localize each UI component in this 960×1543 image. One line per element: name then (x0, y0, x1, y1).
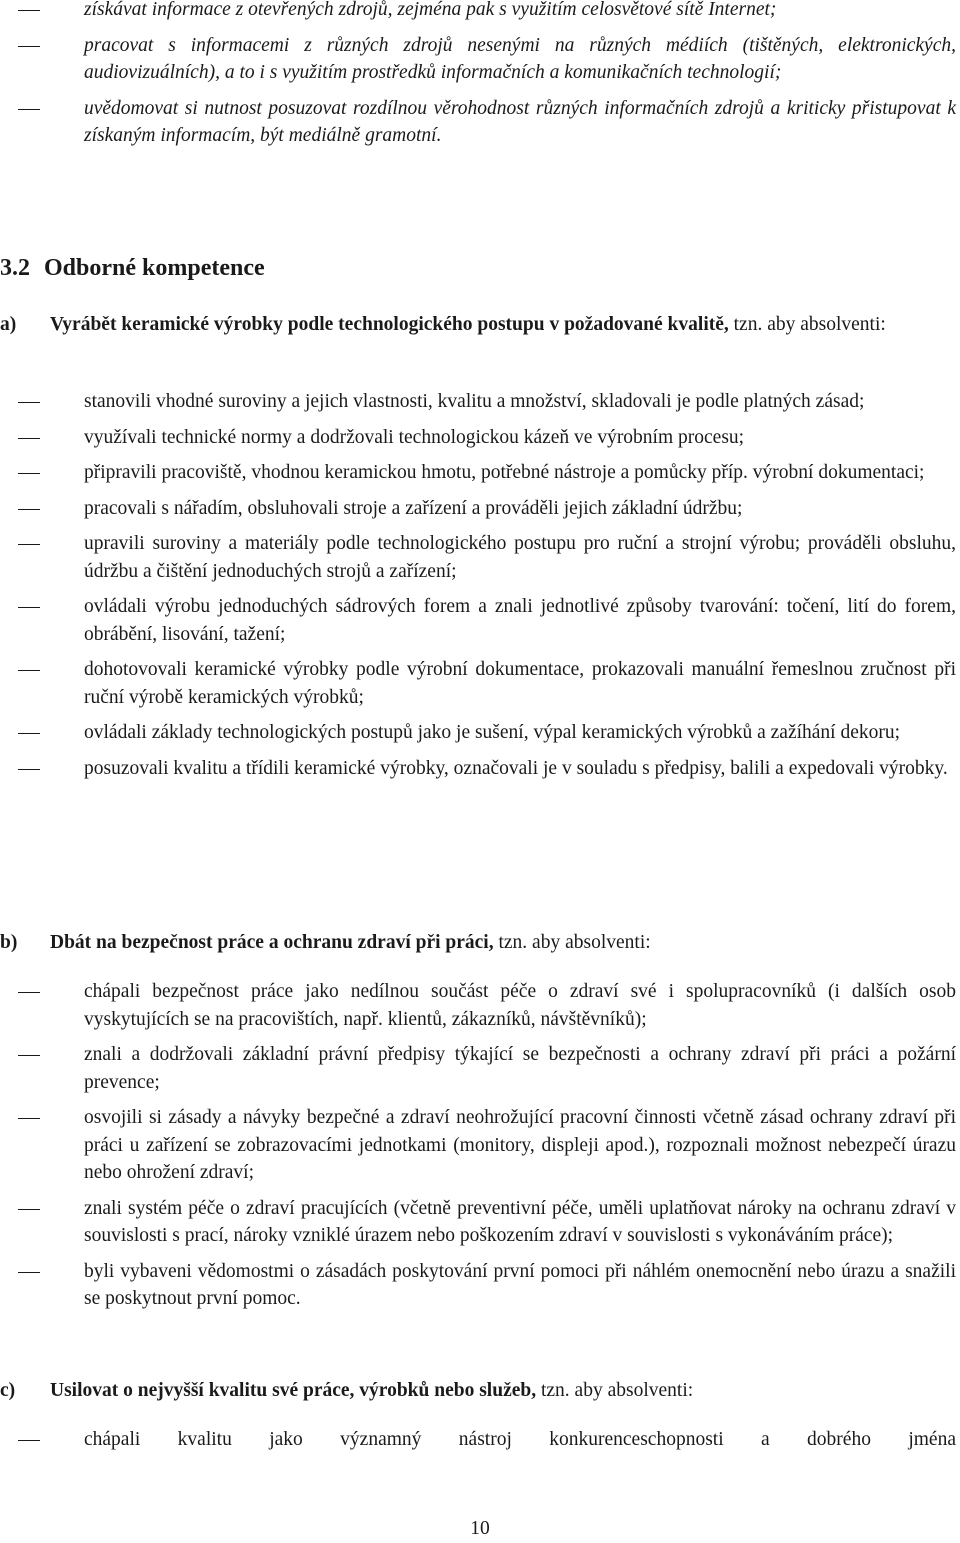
dash-bullet (18, 733, 40, 734)
dash-bullet (18, 109, 40, 110)
list-item: znali a dodržovali základní právní předpisy týkající se bezpečnosti a ochrany zdraví při práci a požární prevence; (0, 1041, 960, 1096)
list-item: chápali kvalitu jako významný nástroj konkurenceschopnosti a dobrého jména (0, 1426, 960, 1454)
list-item: chápali bezpečnost práce jako nedílnou součást péče o zdraví své i spolupracovníků (i dalších osob vyskytujících se na pracovištích, např. klientů, zákazníků, návštěvníků); (0, 978, 960, 1033)
subsection-c-list (0, 1426, 960, 1462)
dash-bullet (18, 992, 40, 993)
subsection-b-heading (0, 929, 956, 957)
dash-bullet (18, 1055, 40, 1056)
dash-bullet (18, 402, 40, 403)
list-item: pracovat s informacemi z různých zdrojů nesenými na různých médiích (tištěných, elektronických, audiovizuálních), a to i s využitím prostředků informačních a komunikačních technologií; (0, 32, 960, 87)
dash-bullet (18, 1118, 40, 1119)
dash-bullet (18, 509, 40, 510)
subsection-letter: c) (0, 1380, 16, 1401)
list-item: byli vybaveni vědomostmi o zásadách poskytování první pomoci při náhlém onemocnění nebo úrazu a snažili se poskytnout první pomoc. (0, 1258, 960, 1313)
subsection-suffix: tzn. aby absolventi: (498, 932, 651, 953)
list-item: stanovili vhodné suroviny a jejich vlastnosti, kvalitu a množství, skladovali je podle platných zásad; (0, 388, 960, 416)
section-title: Odborné kompetence (44, 255, 265, 281)
subsection-letter: a) (0, 314, 17, 335)
list-item: využívali technické normy a dodržovali technologickou kázeň ve výrobním procesu; (0, 424, 960, 452)
list-item: získávat informace z otevřených zdrojů, zejména pak s využitím celosvětové sítě Internet; (0, 0, 960, 24)
page-number: 10 (470, 1518, 490, 1539)
subsection-b-list (0, 978, 960, 1321)
intro-list (0, 0, 960, 158)
list-item: dohotovovali keramické výrobky podle výrobní dokumentace, prokazovali manuální řemeslnou zručnost při ruční výrobě keramických výrobků; (0, 656, 960, 711)
subsection-title: Dbát na bezpečnost práce a ochranu zdraví při práci, (50, 932, 494, 953)
dash-bullet (18, 1440, 40, 1441)
dash-bullet (18, 473, 40, 474)
dash-bullet (18, 1209, 40, 1210)
subsection-suffix: tzn. aby absolventi: (540, 1380, 694, 1401)
dash-bullet (18, 544, 40, 545)
list-item: znali systém péče o zdraví pracujících (včetně preventivní péče, uměli uplatňovat nároky na ochranu zdraví v souvislosti s prací, nároky vzniklé úrazem nebo poškozením zdraví v souvislosti s vykonáváním práce); (0, 1195, 960, 1250)
dash-bullet (18, 438, 40, 439)
subsection-letter: b) (0, 932, 18, 953)
dash-bullet (18, 46, 40, 47)
subsection-title: Usilovat o nejvyšší kvalitu své práce, výrobků nebo služeb, (50, 1380, 537, 1401)
subsection-c-heading (0, 1377, 956, 1405)
subsection-a-heading (0, 311, 956, 339)
list-item: upravili suroviny a materiály podle technologického postupu pro ruční a strojní výrobu; prováděli obsluhu, údržbu a čištění jednoduchých strojů a zařízení; (0, 530, 960, 585)
subsection-suffix: tzn. aby absolventi: (733, 314, 886, 335)
dash-bullet (18, 670, 40, 671)
list-item: posuzovali kvalitu a třídili keramické výrobky, označovali je v souladu s předpisy, balili a expedovali výrobky. (0, 755, 960, 783)
dash-bullet (18, 607, 40, 608)
dash-bullet (18, 1272, 40, 1273)
section-heading (0, 253, 265, 283)
dash-bullet (18, 769, 40, 770)
list-item: pracovali s nářadím, obsluhovali stroje a zařízení a prováděli jejich základní údržbu; (0, 495, 960, 523)
list-item: uvědomovat si nutnost posuzovat rozdílnou věrohodnost různých informačních zdrojů a kriticky přistupovat k získaným informacím, být mediálně gramotní. (0, 95, 960, 150)
subsection-title: Vyrábět keramické výrobky podle technologického postupu v požadované kvalitě, (50, 314, 729, 335)
list-item: připravili pracoviště, vhodnou keramickou hmotu, potřebné nástroje a pomůcky příp. výrobní dokumentaci; (0, 459, 960, 487)
list-item: osvojili si zásady a návyky bezpečné a zdraví neohrožující pracovní činnosti včetně zásad ochrany zdraví při práci u zařízení se zobrazovacími jednotkami (monitory, displeji apod.), rozpoznali možnost nebezpečí úrazu nebo ohrožení zdraví; (0, 1104, 960, 1187)
list-item: ovládali základy technologických postupů jako je sušení, výpal keramických výrobků a zažíhání dekoru; (0, 719, 960, 747)
list-item: ovládali výrobu jednoduchých sádrových forem a znali jednotlivé způsoby tvarování: točení, lití do forem, obrábění, lisování, tažení; (0, 593, 960, 648)
subsection-a-list (0, 388, 960, 790)
dash-bullet (18, 10, 40, 11)
section-number: 3.2 (0, 255, 30, 281)
